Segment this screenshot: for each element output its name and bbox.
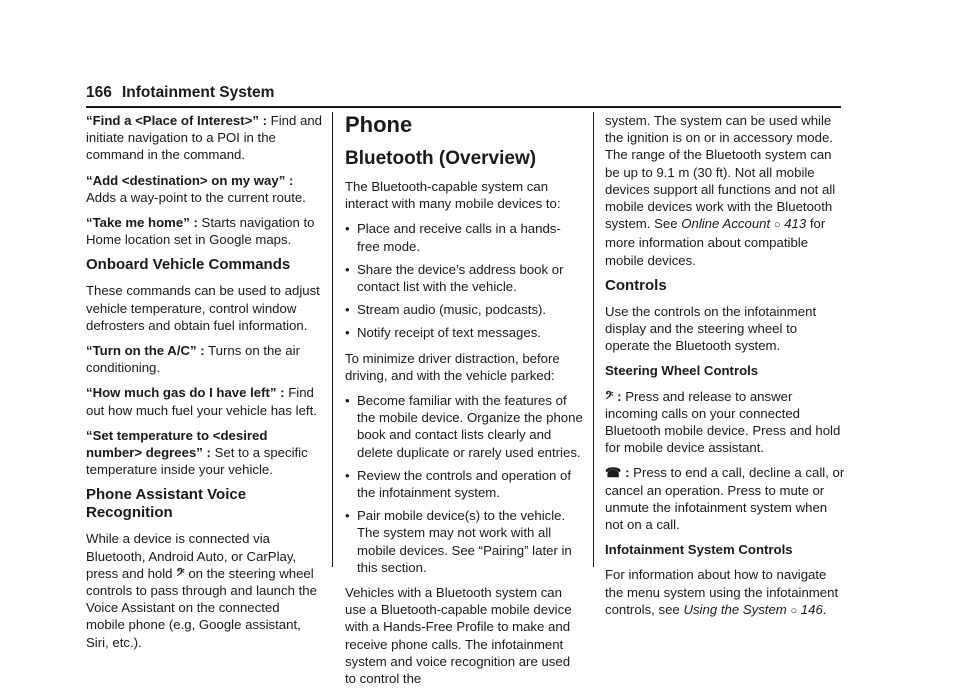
heading-bluetooth-overview: Bluetooth (Overview) <box>345 148 537 169</box>
page-number: 166 <box>86 84 112 101</box>
control-label: : <box>613 388 622 404</box>
list-item: • Pair mobile device(s) to the vehicle. The system may not work with all mobile devices. See “Pairing” later in this section. <box>345 507 583 576</box>
page-header <box>86 84 841 108</box>
command-text: Find out how much fuel your vehicle has left. <box>86 385 317 418</box>
page-ref-number[interactable]: 146 <box>800 601 823 617</box>
heading-controls: Controls <box>605 276 667 294</box>
onboard-intro: These commands can be used to adjust vehicle temperature, control window defrosters and obtain fuel information. <box>86 283 320 333</box>
column-divider-right <box>593 112 594 567</box>
column-right <box>605 112 845 628</box>
command-add-destination <box>86 172 322 206</box>
section-title: Infotainment System <box>122 84 275 101</box>
voice-recognition-icon: 𝄢 <box>176 565 185 581</box>
list-item: • Review the controls and operation of the infotainment system. <box>345 467 583 501</box>
command-text: Set to a specific temperature inside your vehicle. <box>86 445 308 478</box>
using-the-system-link[interactable]: Using the System <box>683 601 787 617</box>
infotainment-controls-text <box>605 566 845 620</box>
steering-control-answer <box>605 388 845 457</box>
command-find-poi <box>86 112 322 164</box>
command-text: Adds a way-point to the current route. <box>86 189 306 205</box>
continued-text-a: system. The system can be used while the ignition is on or in accessory mode. The range of the Bluetooth system can be up to 9.1 m (30 ft). Not all mobile devices support all functions and not all mobile devices work with the Bluetooth system. See <box>605 113 836 232</box>
steering-control-end <box>605 464 845 533</box>
info-text-b: . <box>822 601 827 617</box>
page-ref-icon: ○ <box>773 219 781 232</box>
bluetooth-intro: The Bluetooth-capable system can interact with many mobile devices to: <box>345 179 561 212</box>
command-turn-on-ac <box>86 342 322 376</box>
bluetooth-continued <box>605 112 845 269</box>
control-label: : <box>621 465 630 481</box>
online-account-link[interactable]: Online Account <box>681 216 771 232</box>
bluetooth-features-list <box>345 220 583 341</box>
command-label: “Find a <Place of Interest>” : <box>86 113 268 128</box>
command-label: “Add <destination> on my way” : <box>86 172 294 188</box>
heading-phone-assistant: Phone Assistant Voice Recognition <box>86 486 247 522</box>
command-take-me-home <box>86 214 322 248</box>
distraction-list <box>345 392 583 576</box>
command-label: “Set temperature to <desired number> degrees” : <box>86 427 268 461</box>
command-text: Starts navigation to Home location set in Google maps. <box>86 215 315 248</box>
heading-onboard-commands: Onboard Vehicle Commands <box>86 256 291 274</box>
info-text-a: For information about how to navigate the menu system using the infotainment controls, see <box>605 567 839 617</box>
list-item: • Become familiar with the features of the mobile device. Organize the phone book and contact lists clearly and delete duplicate or rarely used entries. <box>345 392 583 461</box>
vehicles-bluetooth-text: Vehicles with a Bluetooth system can use a Bluetooth-capable mobile device with a Hands-Free Profile to make and receive phone calls. The infotainment system and voice recognition are used to control the <box>345 585 572 687</box>
command-label: “How much gas do I have left” : <box>86 385 285 401</box>
controls-intro: Use the controls on the infotainment display and the steering wheel to operate the Bluetooth system. <box>605 303 817 354</box>
command-set-temperature <box>86 427 322 479</box>
distraction-intro: To minimize driver distraction, before driving, and with the vehicle parked: <box>345 350 560 383</box>
end-call-icon: ☎ <box>605 465 622 481</box>
list-item: • Share the device’s address book or contact list with the vehicle. <box>345 261 583 295</box>
list-item: • Place and receive calls in a hands-free mode. <box>345 220 583 254</box>
command-label: “Turn on the A/C” : <box>86 343 205 359</box>
control-text: Press and release to answer incoming calls on your connected Bluetooth mobile device. Press and hold for mobile device assistant. <box>605 388 841 456</box>
column-middle <box>345 112 583 695</box>
list-item: • Notify receipt of text messages. <box>345 324 583 341</box>
control-text: Press to end a call, decline a call, or cancel an operation. Press to mute or unmute the infotainment system when not on a call. <box>605 465 845 533</box>
command-text: Find and initiate navigation to a POI in the command in the command. <box>86 113 323 163</box>
page-ref-number[interactable]: 413 <box>784 216 807 232</box>
subheading-steering-wheel: Steering Wheel Controls <box>605 363 759 379</box>
command-text: Turns on the air conditioning. <box>86 343 300 376</box>
page-ref-icon: ○ <box>790 604 798 617</box>
command-gas-left <box>86 384 322 418</box>
phone-assistant-text <box>86 530 322 650</box>
list-item: • Stream audio (music, podcasts). <box>345 301 583 318</box>
column-left <box>86 112 322 659</box>
subheading-infotainment-controls: Infotainment System Controls <box>605 542 793 558</box>
assist-text-a: While a device is connected via Bluetooth, Android Auto, or CarPlay, press and hold <box>86 531 297 581</box>
push-to-talk-icon: 𝄢 <box>605 388 614 404</box>
assist-text-b: on the steering wheel controls to pass through and launch the Voice Assistant on the connected mobile phone (e.g, Google assistant, Siri, etc.). <box>86 565 317 650</box>
column-divider-left <box>332 112 333 567</box>
heading-phone: Phone <box>345 112 413 137</box>
command-label: “Take me home” : <box>86 215 198 231</box>
continued-text-b: for more information about compatible mobile devices. <box>605 216 826 268</box>
